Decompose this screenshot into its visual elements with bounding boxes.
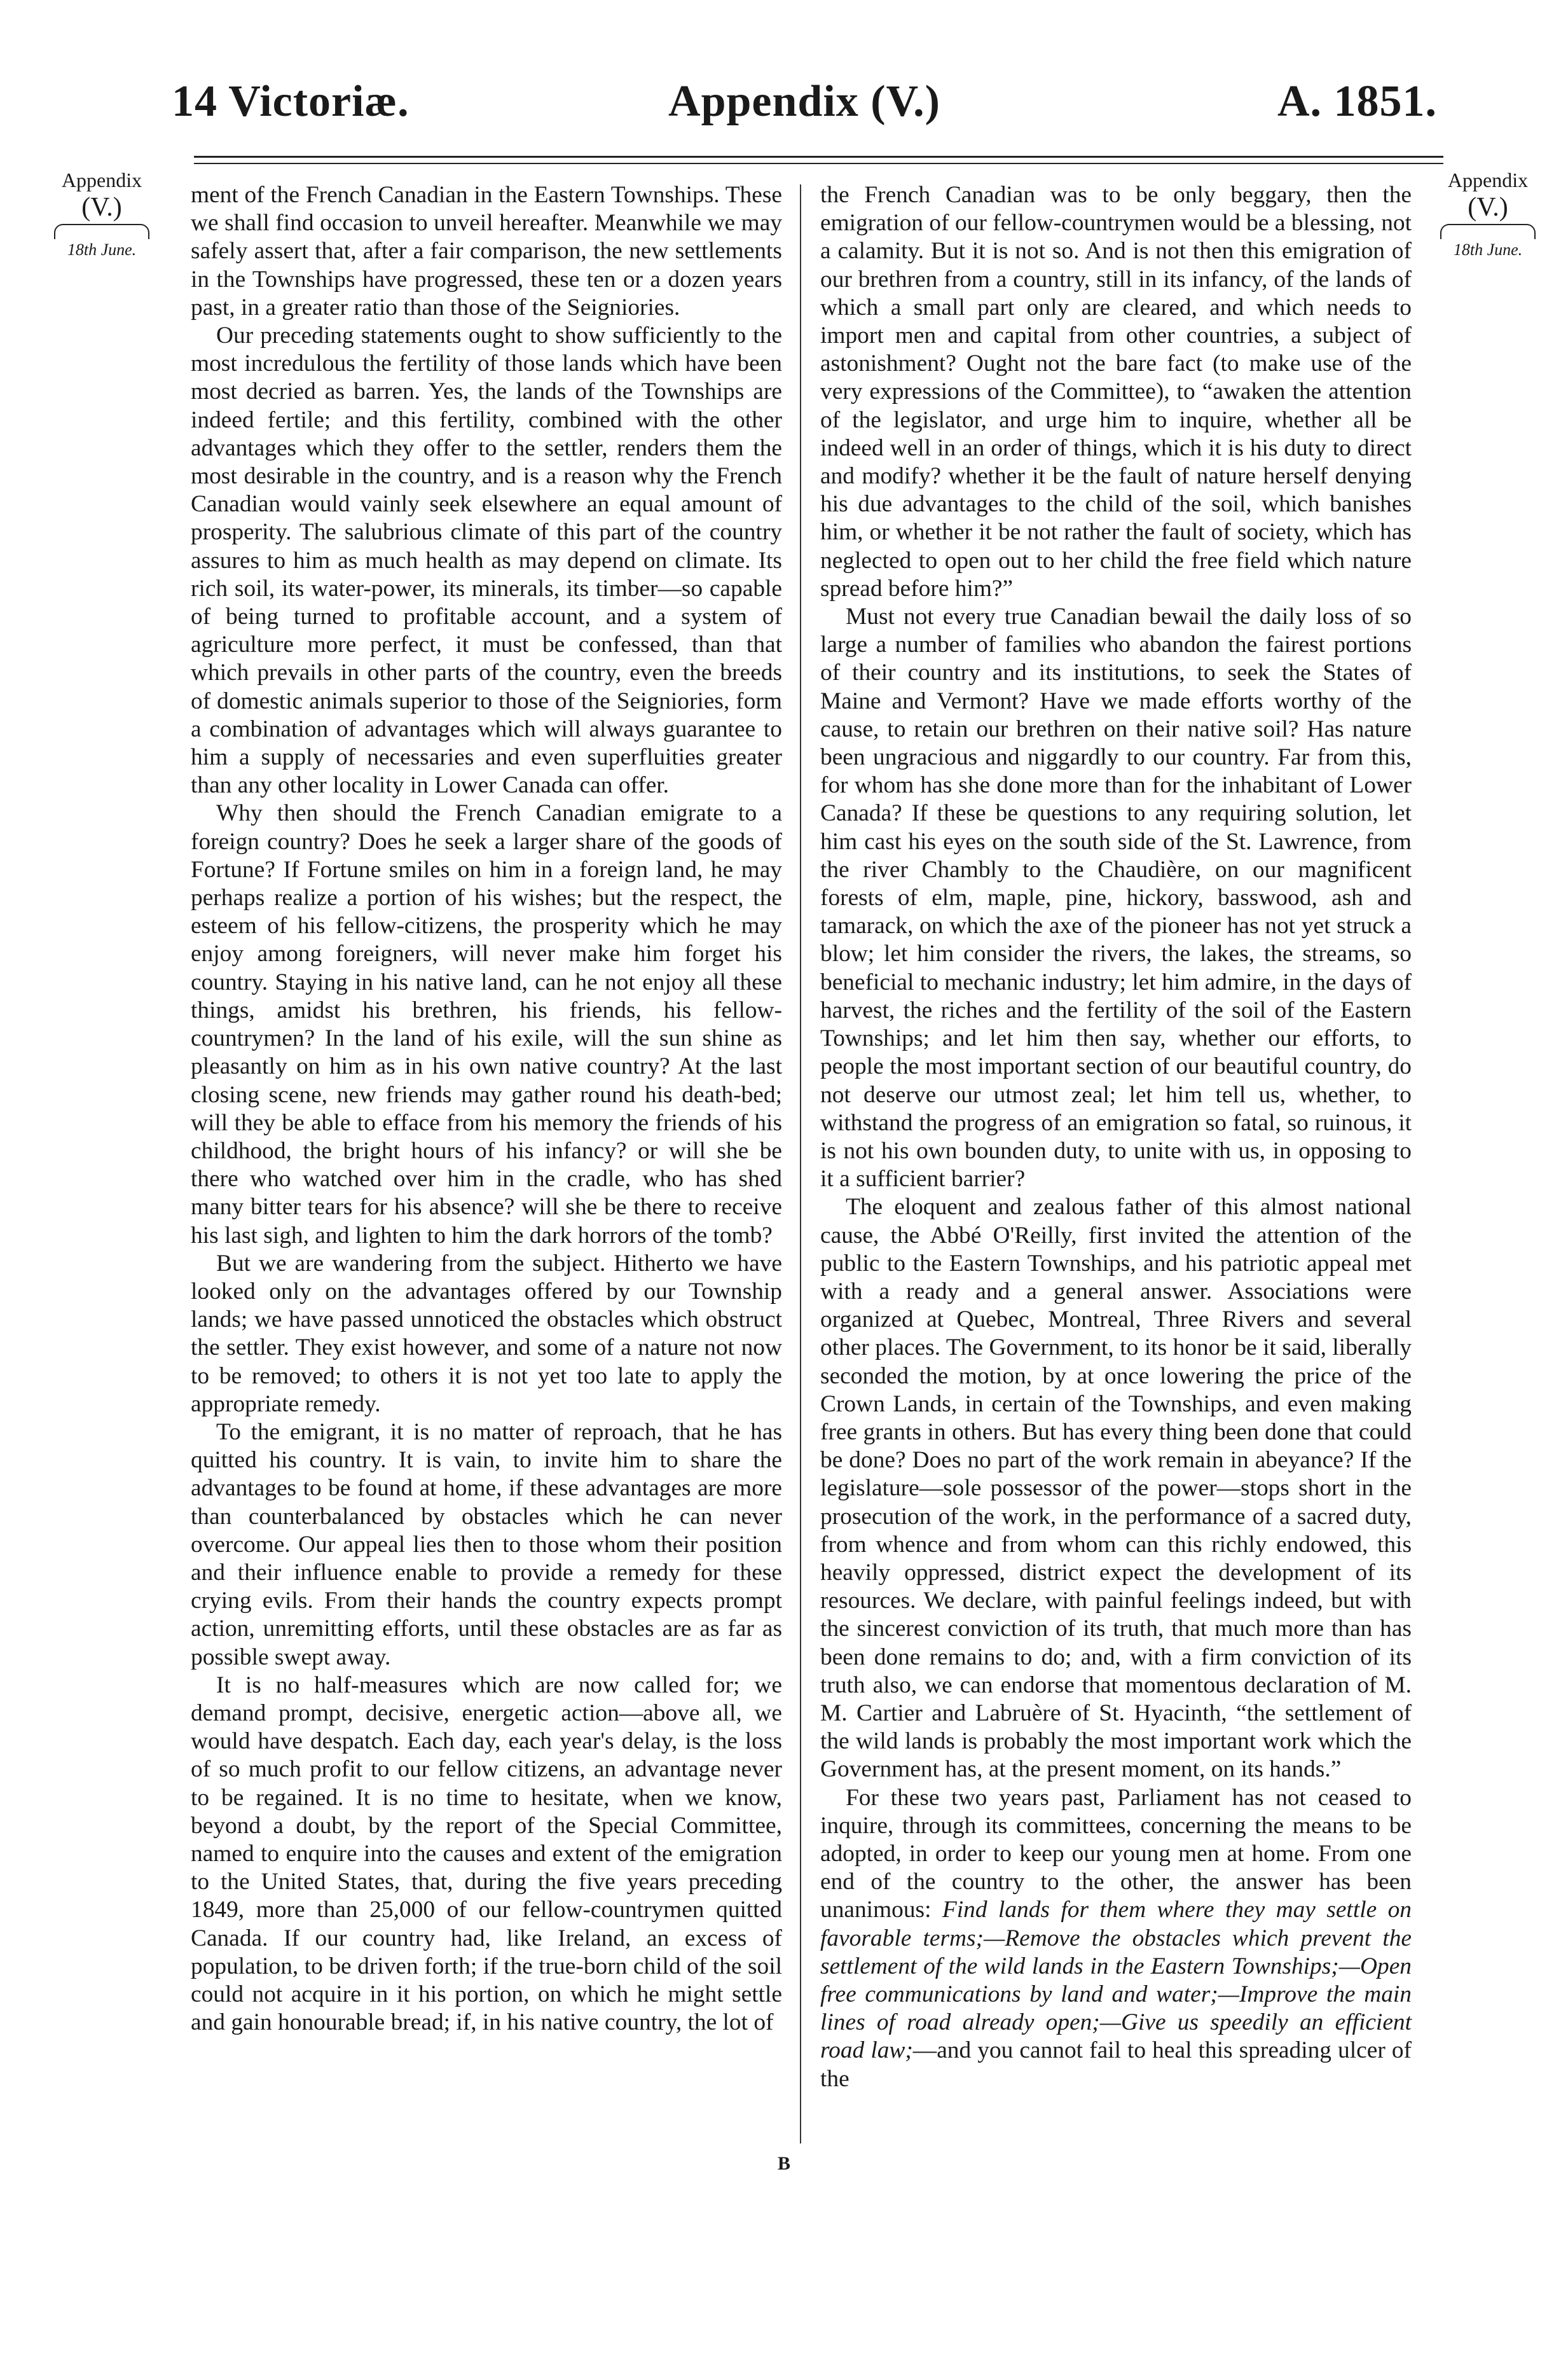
paragraph-text: For these two years past, Parliament has not ceased to inquire, through its committees, concerning the means to be adopted, in order to keep our young men at home. From one end of the country to the other, the answer has been unanimous: [820,1784,1412,1923]
text-column-left [191,181,782,2037]
header-appendix: Appendix (V.) [668,77,940,126]
margin-note-left [38,169,165,260]
paragraph: Our preceding statements ought to show sufficiently to the most incredulous the fertility of those lands which have been most decried as barren. Yes, the lands of the Townships are indeed fertile; and this fertility, combined with the other advantages which they offer to the settler, renders them the most desirable in the country, and is a reason why the French Canadian would vainly seek elsewhere an equal amount of prosperity. The salubrious climate of this part of the country assures to him as much health as may depend on climate. Its rich soil, its water-power, its minerals, its timber—so capable of being turned to profitable account, and a system of agriculture more perfect, it must be confessed, than that which prevails in other parts of the country, even the breeds of domestic animals superior to those of the Seigniories, form a combination of advantages which will always guarantee to him a supply of necessaries and even superfluities greater than any other locality in Lower Canada can offer. [191,322,782,799]
margin-note-title: Appendix [61,169,142,191]
paragraph-tail: —and you cannot fail to heal this spreading ulcer of the [820,2037,1412,2092]
paragraph: the French Canadian was to be only beggary, then the emigration of our fellow-countrymen would be a blessing, not a calamity. But it is not so. And is not then this emigration of our brethren from a country, still in its infancy, of the lands of which a small part only are cleared, and which needs to import men and capital from other countries, a subject of astonishment? Ought not the bare fact (to make use of the very expressions of the Committee), to “awaken the attention of the legislator, and urge him to inquire, whether all be indeed well in an order of things, which it is his duty to direct and modify? whether it be the fault of nature herself denying his due advantages to the child of the soil, which banishes him, or whether it be not rather the fault of society, which has neglected to open out to her child the free field which nature spread before him?” [820,182,1412,602]
margin-note-right [1424,169,1551,260]
header-rule-thick [194,156,1443,158]
signature-mark: B [777,2153,790,2174]
italic-demands: Find lands for them where they may settle on favorable terms;—Remove the obstacles which prevent the settlement of the wild lands in the Eastern Townships;—Open free communications by land and water;—Improve the main lines of road already open;—Give us speedily an efficient road law; [820,1897,1412,2064]
margin-note-section: (V.) [1468,192,1508,222]
margin-note-brace [1440,224,1536,239]
text-column-right [820,181,1412,2093]
paragraph: Why then should the French Canadian emigrate to a foreign country? Does he seek a larger share of the goods of Fortune? If Fortune smiles on him in a foreign land, he may perhaps realize a portion of his wishes; but the respect, the esteem of his fellow-citizens, the prosperity which he may enjoy among foreigners, will never make him forget his country. Staying in his native land, can he not enjoy all these things, amidst his brethren, his friends, his fellow-countrymen? In the land of his exile, will the sun shine as pleasantly on him as in his own native country? At the last closing scene, new friends may gather round his death-bed; will they be able to efface from his memory the friends of his childhood, the bright hours of his infancy? or will she be there who watched over him in the cradle, who has shed many bitter tears for his absence? will she be there to receive his last sigh, and lighten to him the dark horrors of the tomb? [191,800,782,1249]
margin-note-brace [54,224,149,239]
header-session: 14 Victoriæ. [172,77,409,126]
paragraph [820,1784,1412,2093]
paragraph: To the emigrant, it is no matter of reproach, that he has quitted his country. It is vain, to invite him to share the advantages to be found at home, if these advantages are more than counterbalanced by obstacles which he can never overcome. Our appeal lies then to those whom their position and their influence enable to provide a remedy for these crying evils. From their hands the country expects prompt action, unremitting efforts, until these obstacles are as far as possible swept away. [191,1418,782,1670]
paragraph: The eloquent and zealous father of this almost national cause, the Abbé O'Reilly, first invited the attention of the public to the Eastern Townships, and his patriotic appeal met with a ready and a general answer. Associations were organized at Quebec, Montreal, Three Rivers and several other places. The Government, to its honor be it said, liberally seconded the motion, by at once lowering the price of the Crown Lands, in certain of the Townships, and even making free grants in others. But has every thing been done that could be done? Does no part of the work remain in abeyance? If the legislature—sole possessor of the power—stops short in the prosecution of the work, in the performance of a sacred duty, from whence and from whom can this richly endowed, this heavily oppressed, district expect the development of its resources. We declare, with painful feelings indeed, but with the sincerest conviction of its truth, that much more than has been done remains to do; and, with a firm conviction of its truth also, we can endorse that momentous declaration of M. M. Cartier and Labruère of St. Hyacinth, “the settlement of the wild lands is probably the most important work which the Government has, at the present moment, on its hands.” [820,1194,1412,1783]
page-header [172,76,1437,146]
margin-note-title: Appendix [1447,169,1529,191]
paragraph: It is no half-measures which are now called for; we demand prompt, decisive, energetic action—above all, we would have despatch. Each day, each year's delay, is the loss of so much profit to our fellow citizens, an advantage never to be regained. It is no time to hesitate, when we know, beyond a doubt, by the report of the Special Committee, named to enquire into the causes and extent of the emigration to the United States, that, during the five years preceding 1849, more than 25,000 of our fellow-countrymen quitted Canada. If our country had, like Ireland, an excess of population, to be driven forth; if the true-born child of the soil could not acquire in it his portion, on which he might settle and gain honourable bread; if, in his native country, the lot of [191,1672,782,2036]
paragraph: Must not every true Canadian bewail the daily loss of so large a number of families who abandon the fairest portions of their country and its institutions, to seek the States of Maine and Vermont? Have we made efforts worthy of the cause, to retain our brethren on their native soil? Has nature been ungracious and niggardly to our country. Far from this, for whom has she done more than for the inhabitant of Lower Canada? If these be questions to any requiring solution, let him cast his eyes on the south side of the St. Lawrence, from the river Chambly to the Chaudière, on our magnificent forests of elm, maple, pine, hickory, basswood, ash and tamarack, on which the axe of the pioneer has not yet struck a blow; let him consider the rivers, the lakes, the streams, so beneficial to mechanic industry; let him admire, in the days of harvest, the riches and the fertility of the soil of the Eastern Townships; and let him then say, whether our efforts, to people the most important section of our beautiful country, do not deserve our utmost zeal; let him tell us, whether, to withstand the progress of an emigration so fatal, so ruinous, it is not his own bounden duty, to unite with us, in opposing to it a sufficient barrier? [820,604,1412,1193]
header-rule-thin [194,163,1443,164]
margin-note-date: 18th June. [67,240,137,260]
margin-note-section: (V.) [81,192,122,222]
header-year: A. 1851. [1277,77,1437,126]
paragraph: But we are wandering from the subject. Hitherto we have looked only on the advantages offered by our Township lands; we have passed unnoticed the obstacles which obstruct the settler. They exist however, and some of a nature not now to be removed; to others it is not yet too late to apply the appropriate remedy. [191,1250,782,1417]
column-divider [800,184,801,2143]
margin-note-date: 18th June. [1453,240,1523,260]
paragraph: ment of the French Canadian in the Eastern Townships. These we shall find occasion to unveil hereafter. Meanwhile we may safely assert that, after a fair comparison, the new settlements in the Townships have progressed, these ten or a dozen years past, in a greater ratio than those of the Seigniories. [191,182,782,321]
